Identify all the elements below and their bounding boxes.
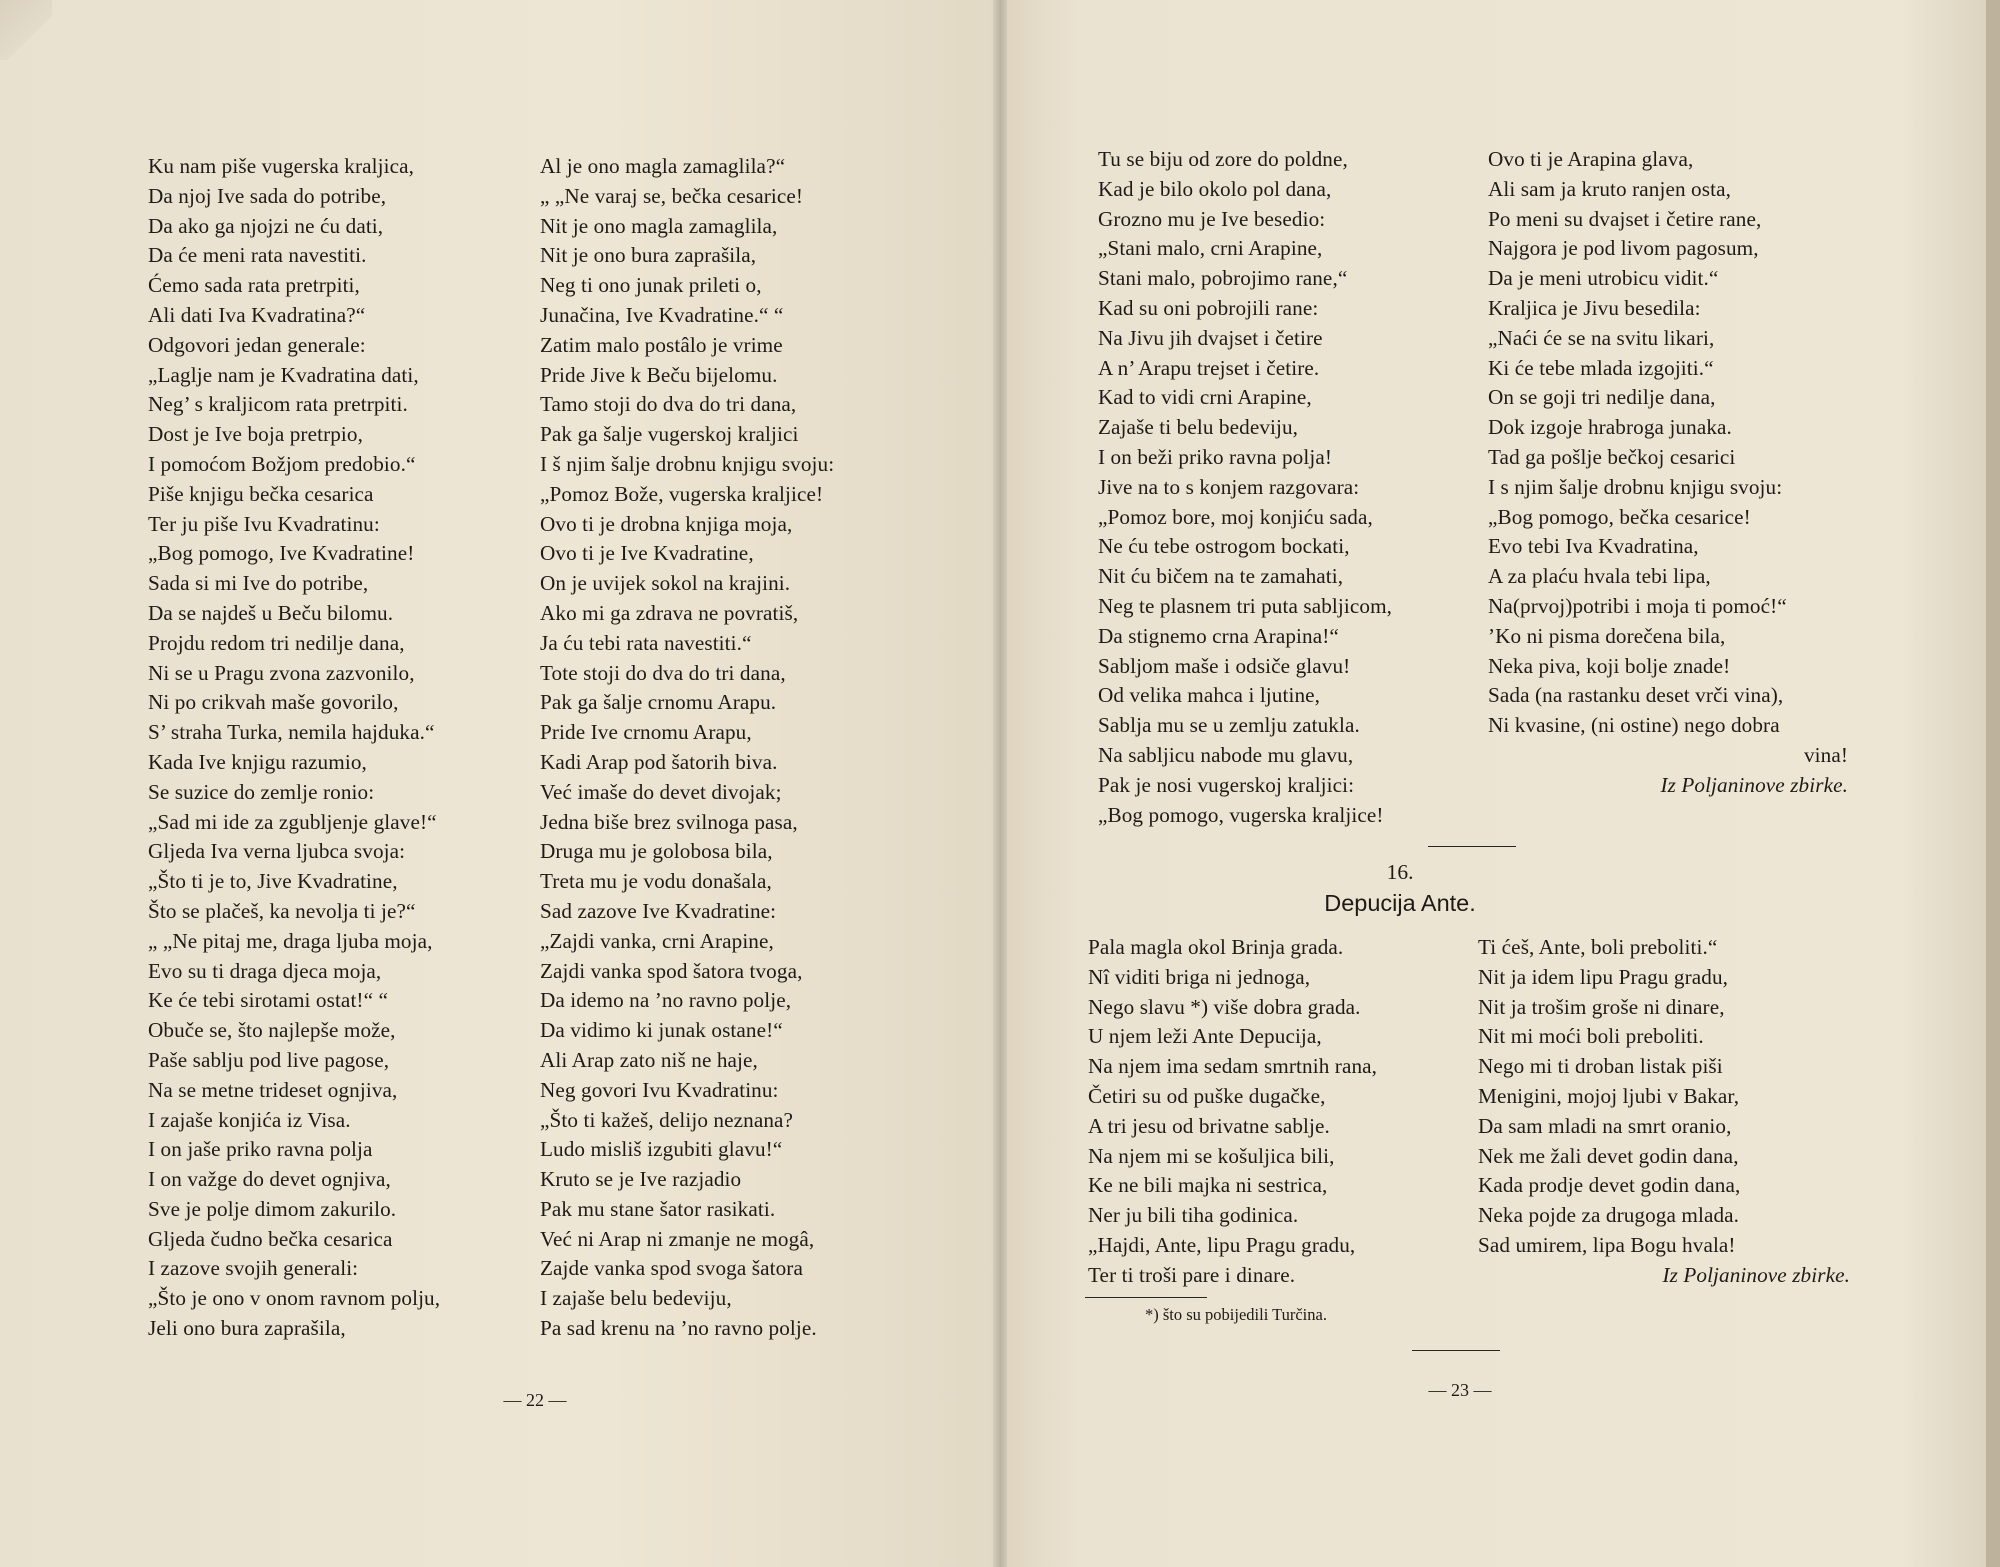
verse-line: Iz Poljaninove zbirke.	[1660, 772, 1848, 797]
verse-line: Sve je polje dimom zakurilo.	[148, 1196, 397, 1221]
verse-line: Da će meni rata navestiti.	[148, 243, 367, 268]
verse-line: „Pomoz bore, moj konjiću sada,	[1098, 504, 1373, 529]
verse-line: Pak mu stane šator rasikati.	[540, 1196, 776, 1221]
verse-line: Ovo ti je Arapina glava,	[1488, 147, 1694, 171]
verse-line: Sada (na rastanku deset vrči vina),	[1488, 683, 1784, 708]
verse-line: Kad to vidi crni Arapine,	[1098, 385, 1312, 410]
verse-line: Paše sablju pod live pagose,	[148, 1047, 390, 1072]
verse-line: Ovo ti je drobna knjiga moja,	[540, 511, 793, 536]
verse-line: Al je ono magla zamaglila?“	[540, 154, 786, 178]
verse-line: U njem leži Ante Depucija,	[1088, 1024, 1322, 1049]
verse-line: Nit mi moći boli preboliti.	[1478, 1024, 1704, 1049]
poem-column-2	[1478, 933, 1850, 1291]
verse-line: „Stani malo, crni Arapine,	[1098, 236, 1323, 261]
verse-line: Tamo stoji do dva do tri dana,	[540, 392, 797, 417]
verse-line: Ki će tebe mlada izgojiti.“	[1488, 355, 1714, 380]
footnote: *) što su pobijedili Turčina.	[1145, 1305, 1327, 1324]
verse-line: Treta mu je vodu donašala,	[540, 869, 772, 894]
left-page-column-2	[540, 152, 920, 1344]
verse-line: Da je meni utrobicu vidit.“	[1488, 266, 1719, 291]
verse-line: Kada prodje devet godin dana,	[1478, 1173, 1741, 1198]
page-corner-fold	[0, 0, 52, 60]
verse-line: Neg’ s kraljicom rata pretrpiti.	[148, 392, 408, 417]
verse-line: Ovo ti je Ive Kvadratine,	[540, 541, 754, 566]
verse-line: Ali dati Iva Kvadratina?“	[148, 302, 366, 327]
verse-line: Zajaše ti belu bedeviju,	[1098, 415, 1299, 440]
verse-line: Junačina, Ive Kvadratine.“ “	[540, 302, 784, 327]
verse-line: Kraljica je Jivu besedila:	[1488, 295, 1701, 320]
verse-line: I š njim šalje drobnu knjigu svoju:	[540, 451, 835, 476]
verse-line: Najgora je pod livom pagosum,	[1488, 236, 1759, 261]
verse-line: Kadi Arap pod šatorih biva.	[540, 749, 778, 774]
verse-line: Ti ćeš, Ante, boli preboliti.“	[1478, 935, 1718, 959]
verse-line: Jeli ono bura zaprašila,	[148, 1316, 346, 1341]
verse-line: Ja ću tebi rata navestiti.“	[540, 630, 752, 655]
verse-line: Ne ću tebe ostrogom bockati,	[1098, 534, 1350, 559]
verse-line: Odgovori jedan generale:	[148, 332, 366, 357]
verse-line: On se goji tri nedilje dana,	[1488, 385, 1716, 410]
verse-line: Pak ga šalje vugerskoj kraljici	[540, 422, 799, 447]
verse-line: Što se plačeš, ka nevolja ti je?“	[148, 898, 416, 923]
verse-line: „Laglje nam je Kvadratina dati,	[148, 362, 419, 387]
verse-line: „Bog pomogo, bečka cesarice!	[1488, 504, 1751, 529]
verse-line: „ „Ne pitaj me, draga ljuba moja,	[148, 928, 433, 953]
verse-line: Sad zazove Ive Kvadratine:	[540, 898, 777, 923]
verse-line: ’Ko ni pisma dorečena bila,	[1488, 623, 1726, 648]
left-page-number: — 22 —	[503, 1390, 567, 1410]
verse-line: Zajde vanka spod svoga šatora	[540, 1256, 803, 1281]
verse-line: „Hajdi, Ante, lipu Pragu gradu,	[1088, 1232, 1356, 1257]
verse-line: Ke će tebi sirotami ostat!“ “	[148, 988, 388, 1013]
verse-line: „Naći će se na svitu likari,	[1488, 325, 1715, 350]
verse-line: Da stignemo crna Arapina!“	[1098, 623, 1339, 648]
verse-line: „Što je ono v onom ravnom polju,	[148, 1286, 441, 1311]
poem-title: Depucija Ante.	[1324, 890, 1476, 916]
verse-line: Četiri su od puške dugačke,	[1088, 1083, 1326, 1108]
verse-line: Po meni su dvajset i četire rane,	[1488, 206, 1762, 231]
verse-line: Dok izgoje hrabroga junaka.	[1488, 415, 1732, 440]
verse-line: Kada Ive knjigu razumio,	[148, 749, 367, 774]
verse-line: Kad su oni pobrojili rane:	[1098, 295, 1319, 320]
verse-line: Nego mi ti droban listak piši	[1478, 1054, 1723, 1079]
verse-line: A za plaću hvala tebi lipa,	[1488, 564, 1711, 589]
verse-line: Nek me žali devet godin dana,	[1478, 1143, 1739, 1168]
verse-line: Pala magla okol Brinja grada.	[1088, 935, 1344, 959]
verse-line: „Zajdi vanka, crni Arapine,	[540, 928, 774, 953]
verse-line: Tad ga pošlje bečkoj cesarici	[1488, 444, 1736, 469]
verse-line: Na(prvoj)potribi i moja ti pomoć!“	[1488, 593, 1787, 618]
verse-line: I zajaše belu bedeviju,	[540, 1286, 732, 1311]
verse-line: vina!	[1803, 742, 1848, 767]
verse-line: Ali sam ja kruto ranjen osta,	[1488, 176, 1731, 201]
verse-line: Jedna biše brez svilnoga pasa,	[540, 809, 798, 834]
verse-line: Gljeda čudno bečka cesarica	[148, 1226, 393, 1251]
verse-line: Da sam mladi na smrt oranio,	[1478, 1113, 1732, 1138]
verse-line: Ke ne bili majka ni sestrica,	[1088, 1173, 1328, 1198]
verse-line: Obuče se, što najlepše može,	[148, 1018, 396, 1043]
verse-line: Zatim malo postâlo je vrime	[540, 332, 783, 357]
verse-line: Ćemo sada rata pretrpiti,	[148, 273, 360, 298]
verse-line: Projdu redom tri nedilje dana,	[148, 630, 405, 655]
verse-line: Nit ja idem lipu Pragu gradu,	[1478, 964, 1729, 989]
verse-line: Ner ju bili tiha godinica.	[1088, 1203, 1299, 1228]
verse-line: Evo tebi Iva Kvadratina,	[1488, 534, 1699, 559]
verse-line: Ni kvasine, (ni ostine) nego dobra	[1488, 713, 1780, 738]
verse-line: Pak ga šalje crnomu Arapu.	[540, 690, 777, 715]
verse-line: Gljeda Iva verna ljubca svoja:	[148, 839, 406, 864]
verse-line: Već ni Arap ni zmanje ne mogâ,	[540, 1226, 815, 1251]
verse-line: Ako mi ga zdrava ne povratiš,	[540, 600, 799, 625]
verse-line: I zazove svojih generali:	[148, 1256, 359, 1281]
verse-line: Pride Ive crnomu Arapu,	[540, 720, 752, 745]
verse-line: Nî viditi briga ni jednoga,	[1088, 964, 1311, 989]
verse-line: Na Jivu jih dvajset i četire	[1098, 325, 1323, 350]
verse-line: Ludo misliš izgubiti glavu!“	[540, 1137, 783, 1162]
verse-line: Na sabljicu nabode mu glavu,	[1098, 742, 1354, 767]
verse-line: Neg govori Ivu Kvadratinu:	[540, 1077, 779, 1102]
verse-line: I on beži priko ravna polja!	[1098, 444, 1333, 469]
verse-line: Nit je ono bura zaprašila,	[540, 243, 757, 268]
verse-line: Ali Arap zato niš ne haje,	[540, 1047, 758, 1072]
verse-line: Ni se u Pragu zvona zazvonilo,	[148, 660, 415, 685]
right-page-column-1	[1098, 145, 1470, 830]
verse-line: „Pomoz Bože, vugerska kraljice!	[540, 481, 824, 506]
verse-line: Dost je Ive boja pretrpio,	[148, 422, 364, 447]
left-page-column-1	[148, 152, 528, 1344]
end-divider	[1412, 1350, 1500, 1351]
verse-line: „Sad mi ide za zgubljenje glave!“	[148, 809, 437, 834]
verse-line: Neg te plasnem tri puta sabljicom,	[1098, 593, 1393, 618]
verse-line: „Što ti je to, Jive Kvadratine,	[148, 869, 398, 894]
verse-line: Da njoj Ive sada do potribe,	[148, 183, 387, 208]
verse-line: Sablja mu se u zemlju zatukla.	[1098, 713, 1360, 738]
verse-line: Nego slavu *) više dobra grada.	[1088, 994, 1361, 1019]
verse-line: Ter ju piše Ivu Kvadratinu:	[148, 511, 380, 536]
verse-line: Da se najdeš u Beču bilomu.	[148, 600, 394, 625]
right-page-number: — 23 —	[1428, 1380, 1492, 1400]
verse-line: Tote stoji do dva do tri dana,	[540, 660, 786, 685]
page-edge	[1986, 0, 2000, 1567]
verse-line: Stani malo, pobrojimo rane,“	[1098, 266, 1348, 291]
verse-line: Ku nam piše vugerska kraljica,	[148, 154, 414, 178]
poem-column-1	[1088, 933, 1468, 1291]
verse-line: Na njem ima sedam smrtnih rana,	[1088, 1054, 1378, 1079]
verse-line: Evo su ti draga djeca moja,	[148, 958, 382, 983]
verse-line: A tri jesu od brivatne sablje.	[1088, 1113, 1330, 1138]
verse-line: Piše knjigu bečka cesarica	[148, 481, 374, 506]
verse-line: Od velika mahca i ljutine,	[1098, 683, 1321, 708]
verse-line: Ni po crikvah maše govorilo,	[148, 690, 399, 715]
verse-line: Da ako ga njojzi ne ću dati,	[148, 213, 384, 238]
verse-line: Neka pojde za drugoga mlada.	[1478, 1203, 1740, 1228]
verse-line: „ „Ne varaj se, bečka cesarice!	[540, 183, 804, 208]
verse-line: Neg ti ono junak prileti o,	[540, 273, 762, 298]
verse-line: I on važge do devet ognjiva,	[148, 1167, 391, 1192]
verse-line: Iz Poljaninove zbirke.	[1662, 1262, 1850, 1287]
book-gutter	[993, 0, 1007, 1567]
verse-line: Pa sad krenu na ’no ravno polje.	[540, 1316, 817, 1341]
verse-line: Kad je bilo okolo pol dana,	[1098, 176, 1332, 201]
poem-number: 16.	[1386, 860, 1414, 884]
verse-line: Jive na to s konjem razgovara:	[1098, 474, 1360, 499]
verse-line: Sad umirem, lipa Bogu hvala!	[1478, 1232, 1736, 1257]
verse-line: Neka piva, koji bolje znade!	[1488, 653, 1731, 678]
verse-line: Na se metne trideset ognjiva,	[148, 1077, 398, 1102]
verse-line: Već imaše do devet divojak;	[540, 779, 782, 804]
verse-line: Da idemo na ’no ravno polje,	[540, 988, 792, 1013]
verse-line: Da vidimo ki junak ostane!“	[540, 1018, 783, 1043]
verse-line: Menigini, mojoj ljubi v Bakar,	[1478, 1083, 1740, 1108]
verse-line: „Bog pomogo, vugerska kraljice!	[1098, 802, 1384, 827]
verse-line: Nit ću bičem na te zamahati,	[1098, 564, 1344, 589]
verse-line: Sabljom maše i odsiče glavu!	[1098, 653, 1351, 678]
verse-line: Nit je ono magla zamaglila,	[540, 213, 778, 238]
verse-line: I on jaše priko ravna polja	[148, 1137, 373, 1162]
verse-line: Na njem mi se košuljica bili,	[1088, 1143, 1335, 1168]
verse-line: Se suzice do zemlje ronio:	[148, 779, 375, 804]
footnote-rule	[1085, 1297, 1207, 1298]
verse-line: Sada si mi Ive do potribe,	[148, 571, 369, 596]
verse-line: Druga mu je golobosa bila,	[540, 839, 773, 864]
verse-line: I s njim šalje drobnu knjigu svoju:	[1488, 474, 1783, 499]
verse-line: Ter ti troši pare i dinare.	[1088, 1262, 1296, 1287]
verse-line: A n’ Arapu trejset i četire.	[1098, 355, 1320, 380]
verse-line: I pomoćom Božjom predobio.“	[148, 451, 416, 476]
verse-line: Kruto se je Ive razjadio	[540, 1167, 742, 1192]
right-page-column-2	[1488, 145, 1848, 801]
verse-line: Grozno mu je Ive besedio:	[1098, 206, 1326, 231]
verse-line: „Bog pomogo, Ive Kvadratine!	[148, 541, 415, 566]
verse-line: „Što ti kažeš, delijo neznana?	[540, 1107, 794, 1132]
verse-line: On je uvijek sokol na krajini.	[540, 571, 791, 596]
verse-line: Pak je nosi vugerskoj kraljici:	[1098, 772, 1355, 797]
verse-line: Nit ja trošim groše ni dinare,	[1478, 994, 1725, 1019]
verse-line: Zajdi vanka spod šatora tvoga,	[540, 958, 803, 983]
verse-line: Pride Jive k Beču bijelomu.	[540, 362, 778, 387]
verse-line: I zajaše konjića iz Visa.	[148, 1107, 351, 1132]
section-divider	[1428, 846, 1516, 847]
verse-line: Tu se biju od zore do poldne,	[1098, 147, 1348, 171]
verse-line: S’ straha Turka, nemila hajduka.“	[148, 720, 435, 745]
